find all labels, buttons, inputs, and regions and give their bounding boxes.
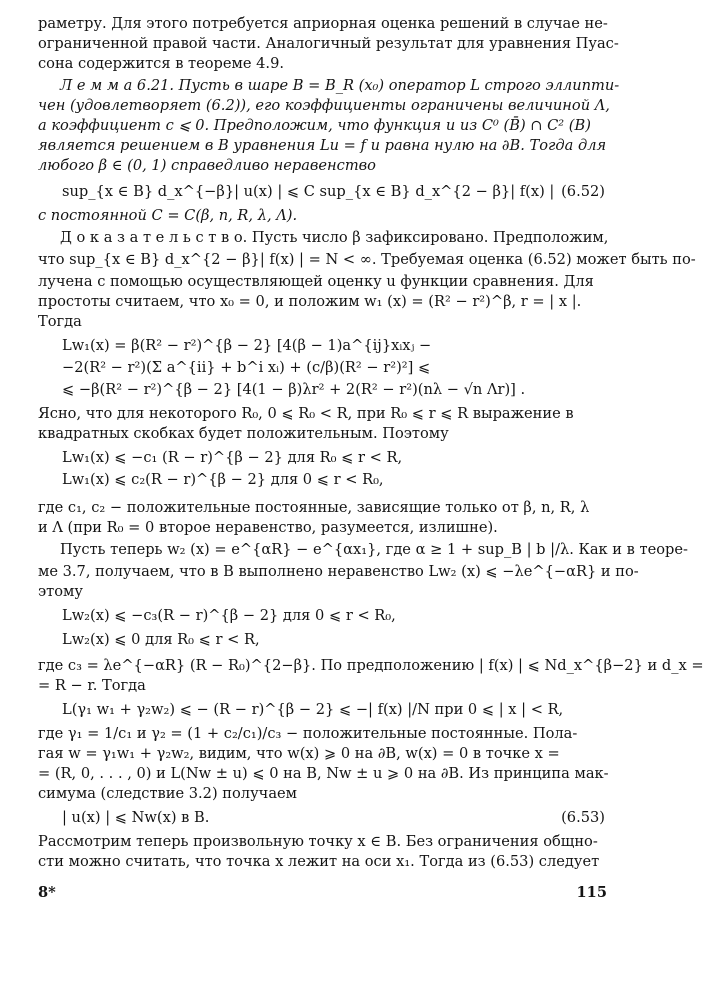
text-line: лучена с помощью осуществляющей оценку u функции сравнения. Для <box>38 273 594 290</box>
text-line: где c₃ = λe^{−αR} (R − R₀)^{2−β}. По предположению | f(x) | ⩽ Nd_x^{β−2} и d_x = <box>38 657 704 674</box>
text-line: Тогда <box>38 313 82 330</box>
equation-number: (6.52) <box>561 183 605 200</box>
text-line: что sup_{x ∈ B} d_x^{2 − β}| f(x) | = N < ∞. Требуемая оценка (6.52) может быть по- <box>38 251 696 268</box>
page-footer <box>38 884 607 906</box>
formula-line: Lw₁(x) = β(R² − r²)^{β − 2} [4(β − 1)a^{ij}xᵢxⱼ − <box>62 337 432 354</box>
equation-number: (6.53) <box>561 809 605 826</box>
text-line: квадратных скобках будет положительным. Поэтому <box>38 425 449 442</box>
text-line: симума (следствие 3.2) получаем <box>38 785 298 802</box>
text-line: этому <box>38 583 83 600</box>
signature-mark: 8* <box>38 884 56 901</box>
text-line: Рассмотрим теперь произвольную точку x ∈ B. Без ограничения общно- <box>38 833 598 850</box>
text-line: где c₁, c₂ − положительные постоянные, зависящие только от β, n, R, λ <box>38 499 590 516</box>
formula-line: −2(R² − r²)(Σ a^{ii} + b^i xᵢ) + (c/β)(R² − r²)²] ⩽ <box>62 359 431 376</box>
text-line: где γ₁ = 1/c₁ и γ₂ = (1 + c₂/c₁)/c₃ − положительные постоянные. Пола- <box>38 725 578 742</box>
lemma-line: чен (удовлетворяет (6.2)), его коэффициенты ограничены величиной Λ, <box>38 97 610 114</box>
formula-line: Lw₂(x) ⩽ 0 для R₀ ⩽ r < R, <box>62 631 260 648</box>
proof-heading-line: Д о к а з а т е л ь с т в о. Пусть число β зафиксировано. Предположим, <box>60 229 609 246</box>
formula-line: L(γ₁ w₁ + γ₂w₂) ⩽ − (R − r)^{β − 2} ⩽ −| f(x) |/N при 0 ⩽ | x | < R, <box>62 701 564 718</box>
text-line: = (R, 0, . . . , 0) и L(Nw ± u) ⩽ 0 на B, Nw ± u ⩾ 0 на ∂B. Из принципа мак- <box>38 765 609 782</box>
lemma-line: любого β ∈ (0, 1) справедливо неравенство <box>38 157 376 174</box>
text-line: сона содержится в теореме 4.9. <box>38 55 284 72</box>
text-line: раметру. Для этого потребуется априорная оценка решений в случае не- <box>38 15 608 32</box>
formula-line: Lw₁(x) ⩽ c₂(R − r)^{β − 2} для 0 ⩽ r < R₀, <box>62 471 384 488</box>
formula-line: sup_{x ∈ B} d_x^{−β}| u(x) | ⩽ C sup_{x ∈ B} d_x^{2 − β}| f(x) | <box>62 183 555 200</box>
text-line: и Λ (при R₀ = 0 второе неравенство, разумеется, излишне). <box>38 519 498 536</box>
lemma-line: является решением в B уравнения Lu = f и равна нулю на ∂B. Тогда для <box>38 137 607 154</box>
lemma-line: с постоянной C = C(β, n, R, λ, Λ). <box>38 207 298 224</box>
text-line: ограниченной правой части. Аналогичный результат для уравнения Пуас- <box>38 35 619 52</box>
formula-line: Lw₂(x) ⩽ −c₃(R − r)^{β − 2} для 0 ⩽ r < R₀, <box>62 607 396 624</box>
formula-line: Lw₁(x) ⩽ −c₁ (R − r)^{β − 2} для R₀ ⩽ r < R, <box>62 449 403 466</box>
text-line: = R − r. Тогда <box>38 677 146 694</box>
text-line: Ясно, что для некоторого R₀, 0 ⩽ R₀ < R, при R₀ ⩽ r ⩽ R выражение в <box>38 405 574 422</box>
text-line: гая w = γ₁w₁ + γ₂w₂, видим, что w(x) ⩾ 0 на ∂B, w(x) = 0 в точке x = <box>38 745 560 762</box>
text-line: сти можно считать, что точка x лежит на оси x₁. Тогда из (6.53) следует <box>38 853 600 870</box>
page-number: 115 <box>576 884 607 901</box>
lemma-heading-line: Л е м м а 6.21. Пусть в шаре B = B_R (x₀) оператор L строго эллипти- <box>60 77 620 94</box>
lemma-line: а коэффициент c ⩽ 0. Предположим, что функция u из C⁰ (B̄) ∩ C² (B) <box>38 117 591 134</box>
formula-line: | u(x) | ⩽ Nw(x) в B. <box>62 809 210 826</box>
text-line: Пусть теперь w₂ (x) = e^{αR} − e^{αx₁}, где α ≥ 1 + sup_B | b |/λ. Как и в теоре- <box>60 541 688 558</box>
text-line: ме 3.7, получаем, что в B выполнено неравенство Lw₂ (x) ⩽ −λe^{−αR} и по- <box>38 563 639 580</box>
text-line: простоты считаем, что x₀ = 0, и положим w₁ (x) = (R² − r²)^β, r = | x |. <box>38 293 582 310</box>
formula-line: ⩽ −β(R² − r²)^{β − 2} [4(1 − β)λr² + 2(R² − r²)(nλ − √n Λr)] . <box>62 381 526 398</box>
